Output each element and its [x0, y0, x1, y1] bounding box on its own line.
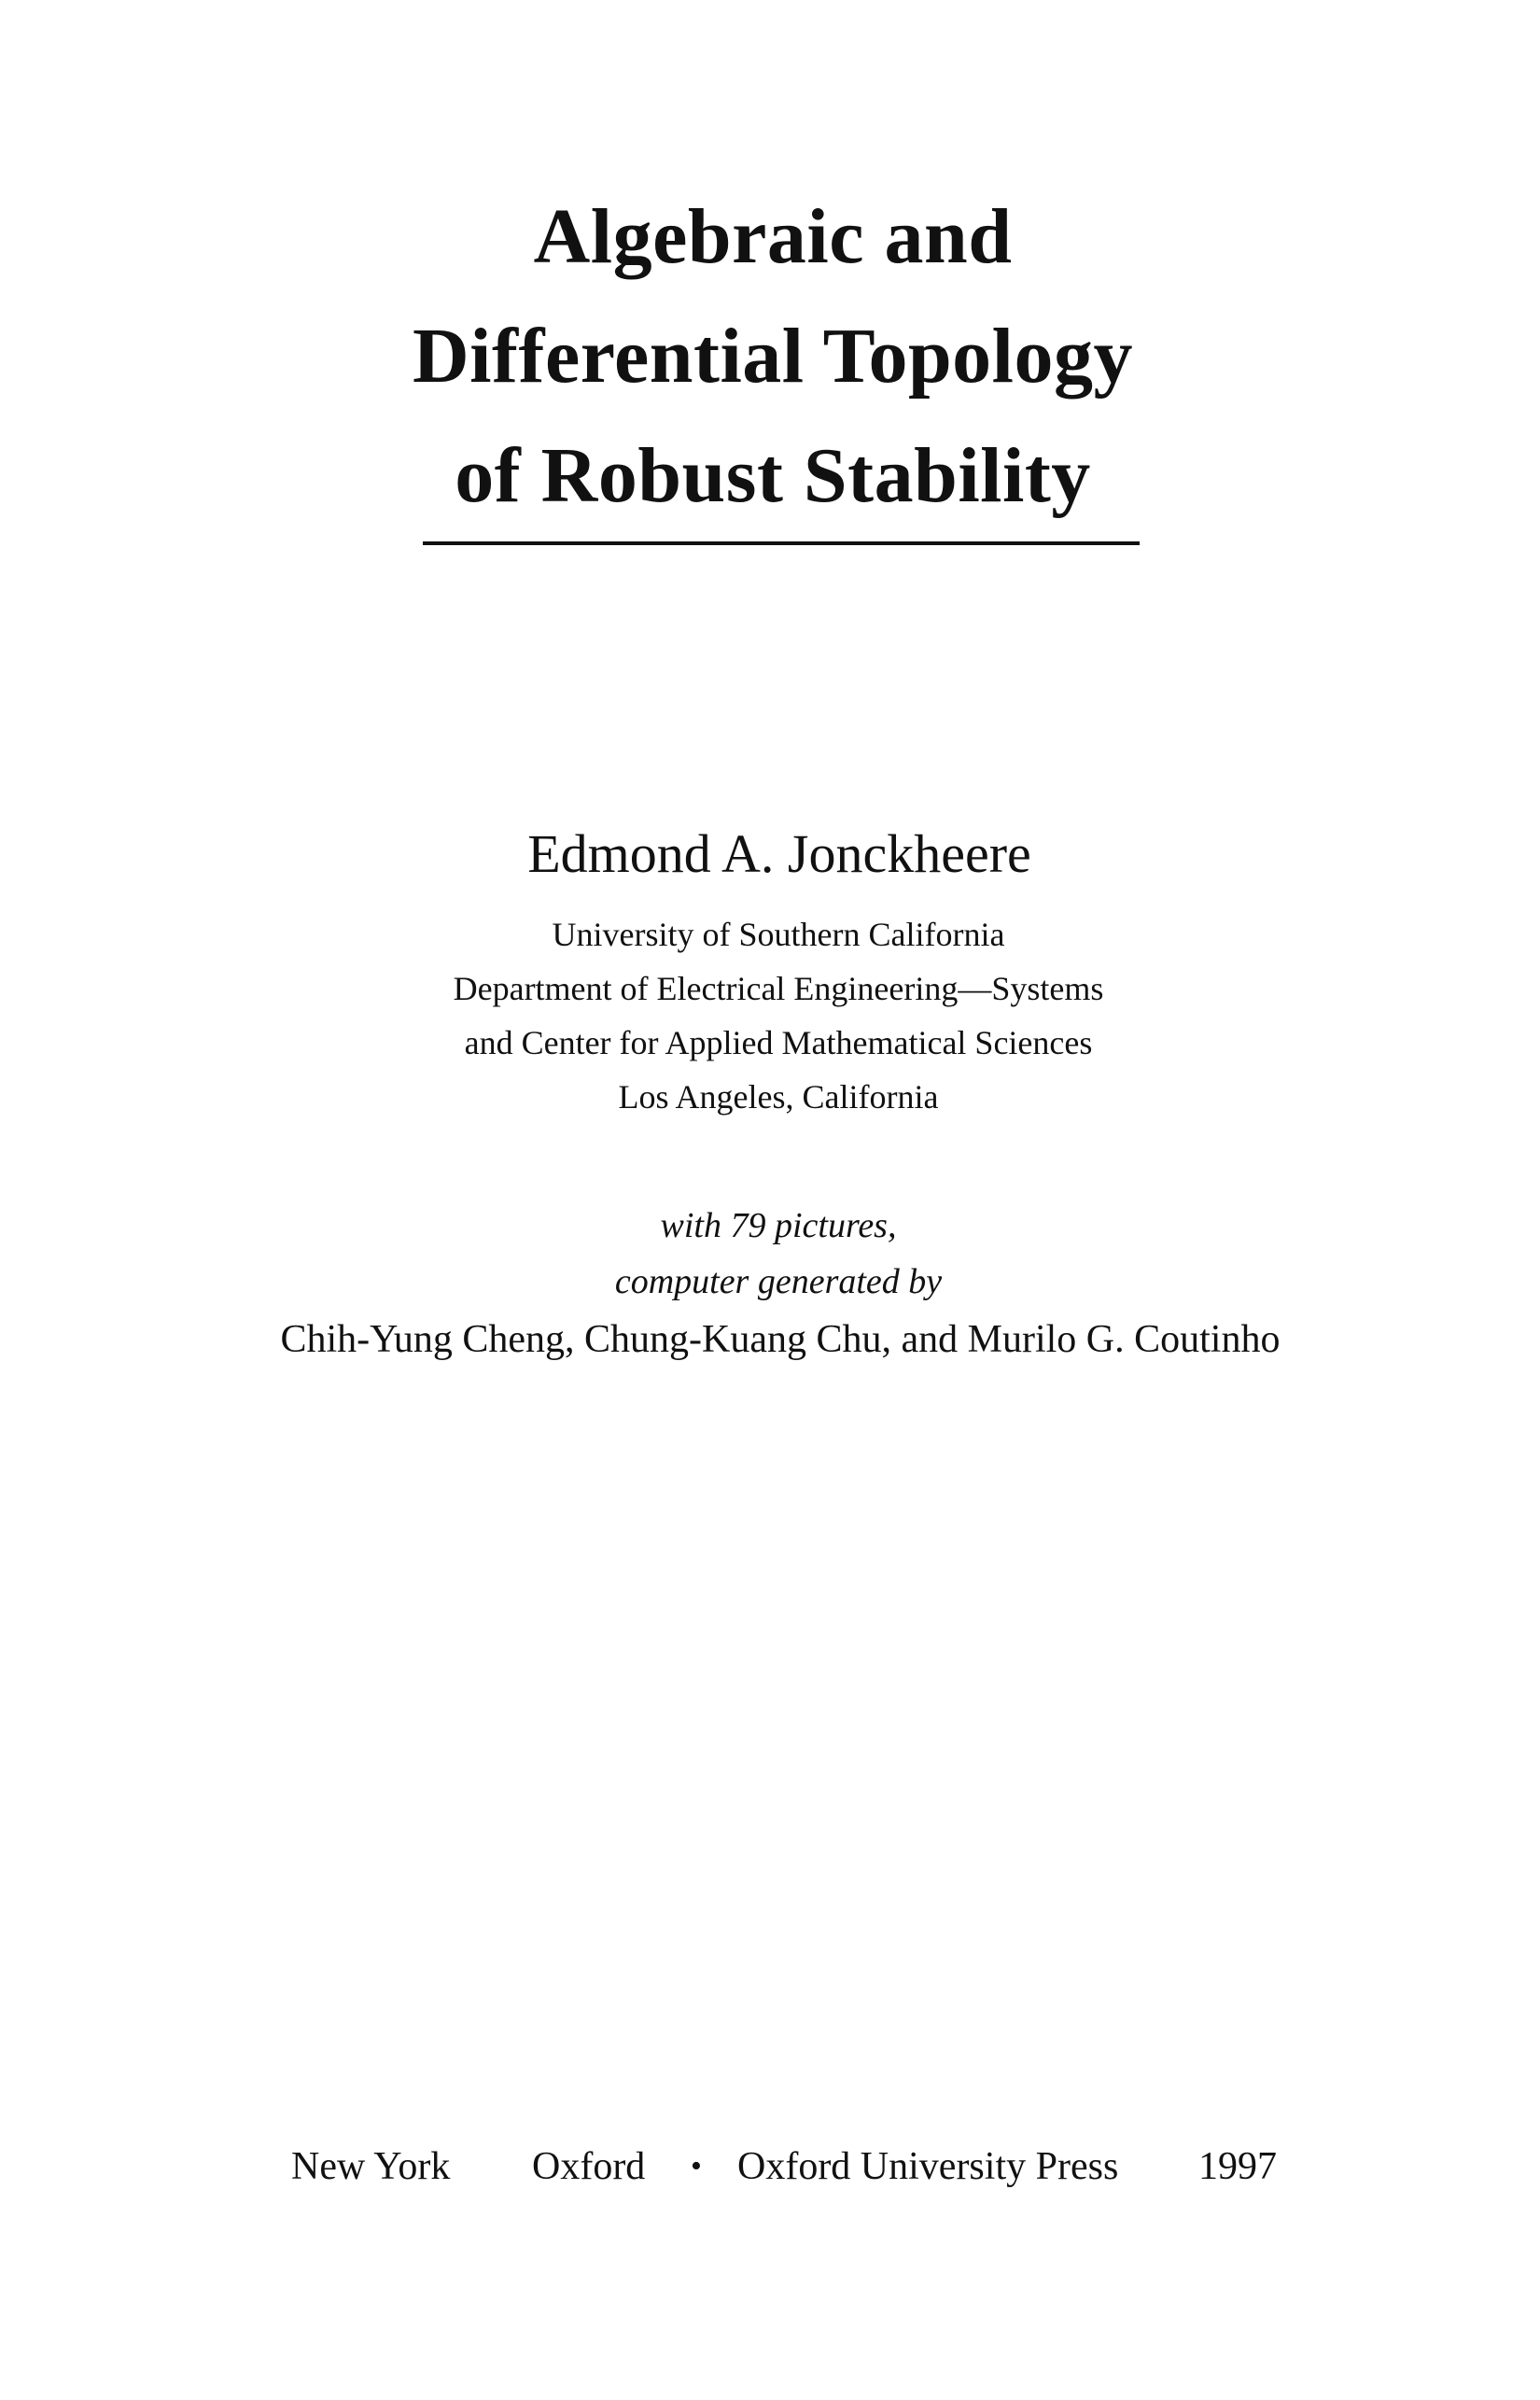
credits-section: [0, 1198, 1540, 1369]
title-line-1: Algebraic and: [533, 193, 1013, 280]
author-name: Edmond A. Jonckheere: [527, 823, 1031, 884]
title-line-2: Differential Topology: [413, 313, 1133, 400]
imprint-city-oxford: Oxford: [532, 2145, 646, 2188]
imprint-city-new-york: New York: [291, 2145, 451, 2188]
credits-contributors: Chih-Yung Cheng, Chung-Kuang Chu, and Murilo G. Coutinho: [280, 1318, 1281, 1361]
imprint-year: 1997: [1198, 2145, 1277, 2188]
imprint-bullet-separator: •: [691, 2149, 702, 2183]
affiliation-line-3: and Center for Applied Mathematical Sciences: [464, 1024, 1093, 1061]
title-divider: [423, 541, 1140, 545]
credits-line-2: computer generated by: [614, 1262, 943, 1301]
title-line-3: of Robust Stability: [455, 432, 1091, 519]
affiliation-line-2: Department of Electrical Engineering—Systems: [453, 970, 1104, 1007]
author-section: [0, 812, 1540, 1124]
book-title: [0, 177, 1540, 536]
affiliation-line-1: University of Southern California: [552, 916, 1005, 953]
credits-line-1: with 79 pictures,: [660, 1206, 897, 1245]
imprint-publisher: Oxford University Press: [737, 2145, 1119, 2188]
affiliation-line-4: Los Angeles, California: [618, 1078, 939, 1116]
